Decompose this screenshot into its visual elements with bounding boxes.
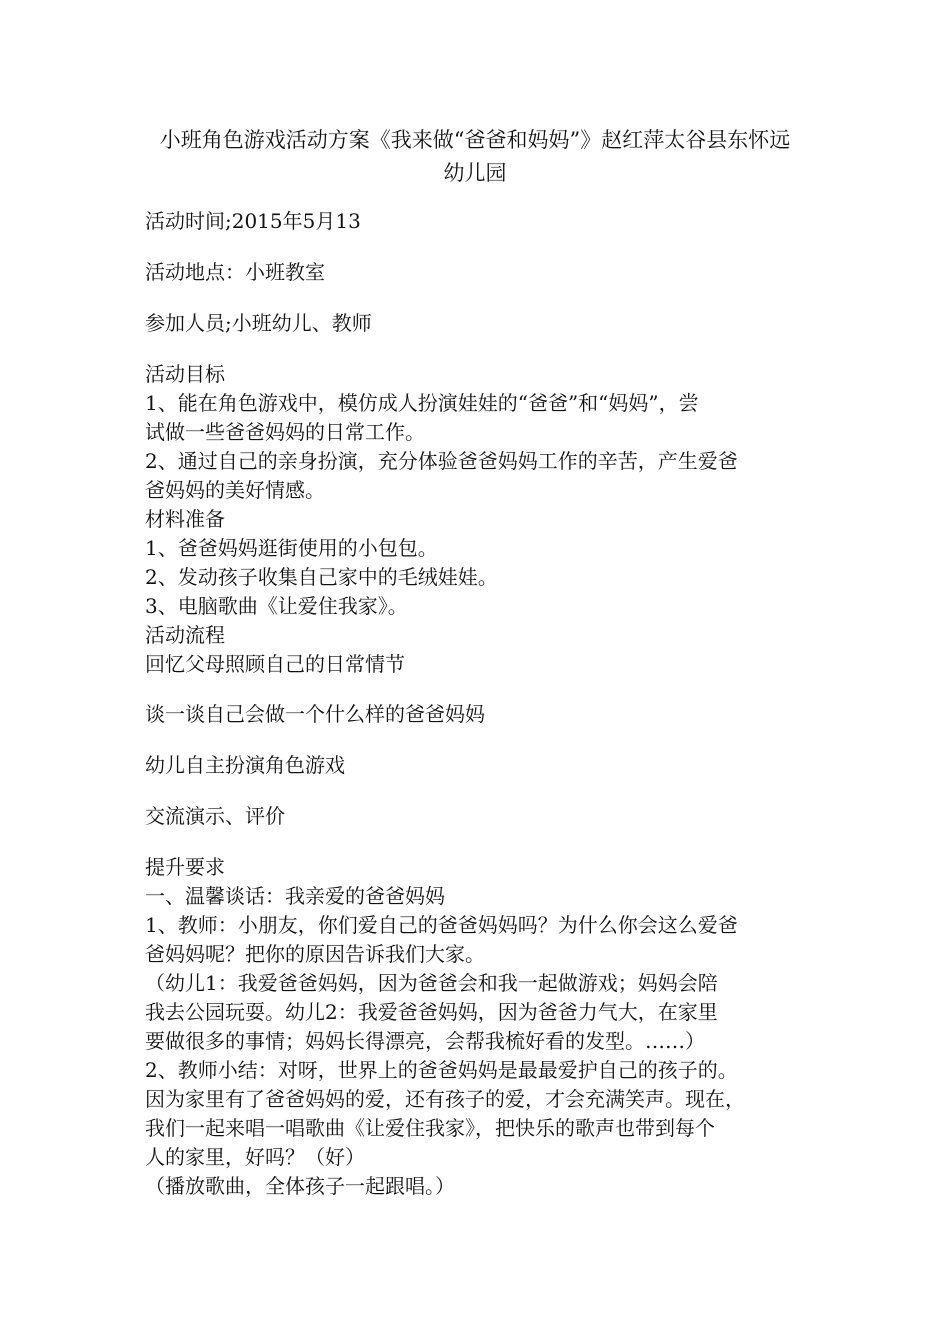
paragraph-line: 爸妈妈呢？把你的原因告诉我们大家。 <box>145 942 485 966</box>
process-step: 幼儿自主扮演角色游戏 <box>145 753 345 777</box>
paragraph-line: 人的家里，好吗？（好） <box>145 1145 365 1169</box>
section-heading-requirements: 提升要求 <box>145 855 225 879</box>
list-item: 1、爸爸妈妈逛街使用的小包包。 <box>145 536 438 560</box>
participants: 参加人员;小班幼儿、教师 <box>145 311 372 335</box>
process-step: 谈一谈自己会做一个什么样的爸爸妈妈 <box>145 702 485 726</box>
section-heading-materials: 材料准备 <box>145 507 225 531</box>
paragraph-line: （播放歌曲，全体孩子一起跟唱。） <box>145 1174 455 1198</box>
activity-time: 活动时间;2015年5月13 <box>145 209 361 233</box>
process-step: 回忆父母照顾自己的日常情节 <box>145 652 405 676</box>
activity-location: 活动地点：小班教室 <box>145 260 325 284</box>
paragraph-line: 2、通过自己的亲身扮演，充分体验爸爸妈妈工作的辛苦，产生爱爸 <box>145 449 738 473</box>
list-item: 2、发动孩子收集自己家中的毛绒娃娃。 <box>145 565 498 589</box>
paragraph-line: 1、能在角色游戏中，模仿成人扮演娃娃的“爸爸”和“妈妈”，尝 <box>145 391 699 415</box>
title-line-2: 幼儿园 <box>443 161 507 185</box>
subsection-heading: 一、温馨谈话：我亲爱的爸爸妈妈 <box>145 884 445 908</box>
paragraph-line: 要做很多的事情；妈妈长得漂亮，会帮我梳好看的发型。……） <box>145 1029 705 1053</box>
section-heading-process: 活动流程 <box>145 623 225 647</box>
document-title <box>140 124 810 190</box>
paragraph-line: 我去公园玩耍。幼儿2：我爱爸爸妈妈，因为爸爸力气大，在家里 <box>145 1000 718 1024</box>
list-item: 3、电脑歌曲《让爱住我家》。 <box>145 594 408 618</box>
process-step: 交流演示、评价 <box>145 804 285 828</box>
paragraph-line: 1、教师：小朋友，你们爱自己的爸爸妈妈吗？为什么你会这么爱爸 <box>145 913 738 937</box>
title-line-1: 小班角色游戏活动方案《我来做“爸爸和妈妈”》赵红萍太谷县东怀远 <box>159 128 791 152</box>
paragraph-line: 爸妈妈的美好情感。 <box>145 478 325 502</box>
paragraph-line: 2、教师小结：对呀，世界上的爸爸妈妈是最最爱护自己的孩子的。 <box>145 1058 738 1082</box>
paragraph-line: 试做一些爸爸妈妈的日常工作。 <box>145 420 425 444</box>
section-heading-goals: 活动目标 <box>145 362 225 386</box>
paragraph-line: 我们一起来唱一唱歌曲《让爱住我家》，把快乐的歌声也带到每个 <box>145 1116 715 1140</box>
paragraph-line: 因为家里有了爸爸妈妈的爱，还有孩子的爱，才会充满笑声。现在， <box>145 1087 745 1111</box>
paragraph-line: （幼儿1：我爱爸爸妈妈，因为爸爸会和我一起做游戏；妈妈会陪 <box>145 971 718 995</box>
